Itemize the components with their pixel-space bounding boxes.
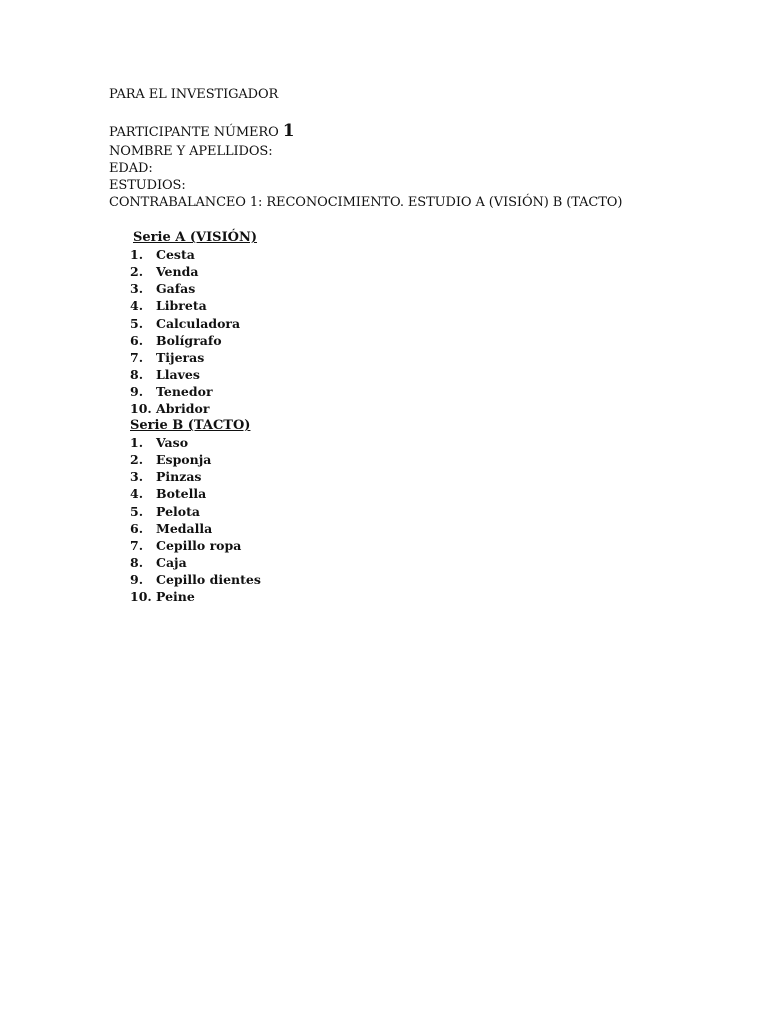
list-item [130,588,261,605]
list-item [130,263,240,280]
list-item-number: 8. [130,366,144,382]
list-item-number: 6. [130,520,144,536]
list-item [130,451,261,468]
document-title: PARA EL INVESTIGADOR [109,87,279,102]
list-item [130,434,261,451]
list-item-label: Cepillo ropa [156,537,242,553]
list-item [130,349,240,366]
list-item-number: 10. [130,401,152,417]
list-item [130,554,261,571]
participant-number: 1 [282,121,295,141]
list-item-number: 1. [130,435,144,450]
list-item-label: Cesta [156,247,195,262]
list-item [130,297,240,314]
list-item [130,366,240,383]
list-item [130,485,261,502]
list-item-label: Caja [156,554,187,570]
list-item-number: 3. [130,281,144,297]
list-item-label: Tenedor [156,384,213,400]
series-a-title: Serie A (VISIÓN) [133,230,258,245]
list-item [130,315,240,332]
list-item-number: 9. [130,384,144,400]
list-item-label: Abridor [156,401,210,417]
list-item-label: Libreta [156,298,207,314]
list-item-label: Tijeras [156,349,205,365]
participant-label: PARTICIPANTE NÚMERO [109,125,279,140]
studies-label: ESTUDIOS: [109,178,186,193]
list-item-number: 3. [130,469,144,485]
list-item-number: 9. [130,572,144,588]
series-a-list [130,246,240,417]
list-item-label: Calculadora [156,315,241,331]
list-item-number: 2. [130,264,144,280]
list-item-number: 4. [130,298,144,314]
list-item-number: 6. [130,332,144,348]
list-item [130,571,261,588]
list-item [130,468,261,485]
list-item-number: 7. [130,349,144,365]
list-item-label: Cepillo dientes [156,572,261,588]
list-item [130,520,261,537]
list-item-label: Medalla [156,520,213,536]
list-item-number: 7. [130,537,144,553]
participant-line [109,123,294,141]
series-b-list [130,434,261,605]
list-item [130,503,261,520]
list-item-label: Esponja [156,452,212,468]
list-item-number: 5. [130,315,144,331]
list-item-label: Bolígrafo [156,332,222,348]
list-item-label: Gafas [156,281,196,297]
list-item-label: Pelota [156,503,200,519]
list-item-label: Pinzas [156,469,202,485]
list-item-label: Venda [156,264,199,280]
list-item-number: 10. [130,589,152,605]
name-label: NOMBRE Y APELLIDOS: [109,144,273,159]
counterbalance-line: CONTRABALANCEO 1: RECONOCIMIENTO. ESTUDIO A (VISIÓN) B (TACTO) [109,195,623,210]
list-item [130,246,240,263]
list-item [130,400,240,417]
list-item-label: Vaso [156,435,189,450]
age-label: EDAD: [109,161,153,176]
list-item-number: 4. [130,486,144,502]
list-item-number: 8. [130,554,144,570]
list-item-number: 2. [130,452,144,468]
list-item-label: Peine [156,589,195,605]
list-item-label: Botella [156,486,207,502]
list-item-number: 1. [130,247,144,262]
list-item-label: Llaves [156,366,200,382]
list-item [130,332,240,349]
list-item [130,537,261,554]
list-item [130,383,240,400]
list-item-number: 5. [130,503,144,519]
list-item [130,280,240,297]
series-b-title: Serie B (TACTO) [130,418,251,433]
